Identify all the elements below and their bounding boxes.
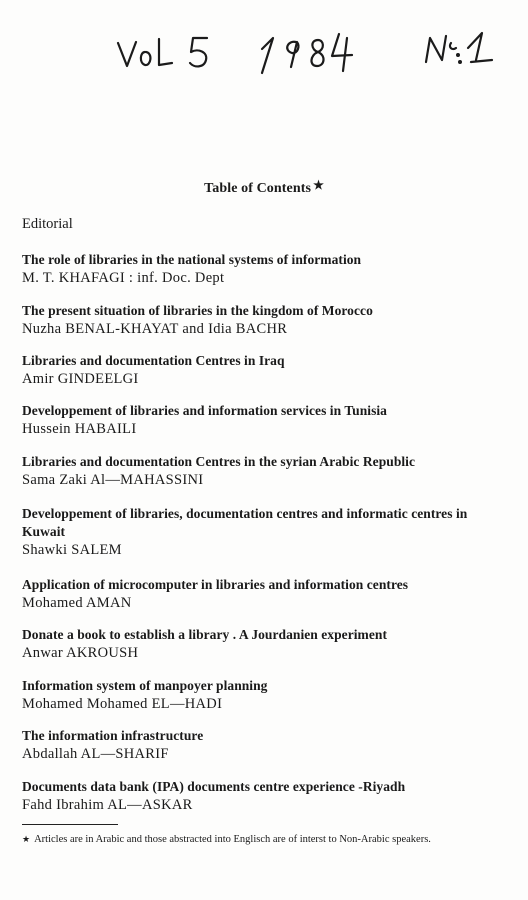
toc-entry <box>22 576 512 613</box>
entry-author: Anwar AKROUSH <box>22 645 139 661</box>
footnote-divider <box>22 824 118 825</box>
entry-author: Mohamed AMAN <box>22 595 132 611</box>
entry-author: M. T. KHAFAGI : inf. Doc. Dept <box>22 270 225 286</box>
toc-entry <box>22 402 512 439</box>
entry-title: Documents data bank (IPA) documents centre experience -Riyadh <box>22 779 406 794</box>
entry-author: Shawki SALEM <box>22 542 122 558</box>
entry-title: The information infrastructure <box>22 728 204 743</box>
toc-entry <box>22 302 512 339</box>
entry-title: Application of microcomputer in libraries and information centres <box>22 577 409 592</box>
toc-title-text: Table of Contents <box>204 181 312 196</box>
toc-entry <box>22 352 512 389</box>
handwritten-volume-annotation <box>0 0 528 110</box>
toc-entry <box>22 778 512 815</box>
entry-author: Abdallah AL—SHARIF <box>22 746 169 762</box>
entry-author: Amir GINDEELGI <box>22 371 139 387</box>
toc-entry <box>22 453 512 490</box>
toc-entry <box>22 251 512 288</box>
entry-author: Sama Zaki Al—MAHASSINI <box>22 472 204 488</box>
entry-author: Nuzha BENAL-KHAYAT and Idia BACHR <box>22 321 288 337</box>
entry-title: The present situation of libraries in the kingdom of Morocco <box>22 303 373 318</box>
entry-title: Donate a book to establish a library . A Jourdanien experiment <box>22 627 387 642</box>
toc-entry <box>22 727 512 764</box>
footnote-text: Articles are in Arabic and those abstracted into Englisch are of interst to Non-Arabic speakers. <box>34 834 431 845</box>
entry-author: Mohamed Mohamed EL—HADI <box>22 696 223 712</box>
toc-entry <box>22 626 512 663</box>
entry-title: Libraries and documentation Centres in the syrian Arabic Republic <box>22 454 416 469</box>
toc-entry <box>22 677 512 714</box>
entry-title: The role of libraries in the national systems of information <box>22 252 362 267</box>
entry-author: Hussein HABAILI <box>22 421 137 437</box>
entry-title: Developpement of libraries, documentation centres and informatic centres in Kuwait <box>22 506 468 539</box>
toc-entry <box>22 505 512 560</box>
entry-title: Developpement of libraries and information services in Tunisia <box>22 403 387 418</box>
entry-title: Libraries and documentation Centres in Iraq <box>22 353 285 368</box>
toc-title <box>0 178 528 197</box>
star-icon: ★ <box>313 178 324 192</box>
star-icon: ★ <box>22 834 31 844</box>
entry-title: Information system of manpoyer planning <box>22 678 268 693</box>
footnote <box>22 834 522 845</box>
entry-author: Fahd Ibrahim AL—ASKAR <box>22 797 193 813</box>
editorial-entry: Editorial <box>22 216 73 232</box>
